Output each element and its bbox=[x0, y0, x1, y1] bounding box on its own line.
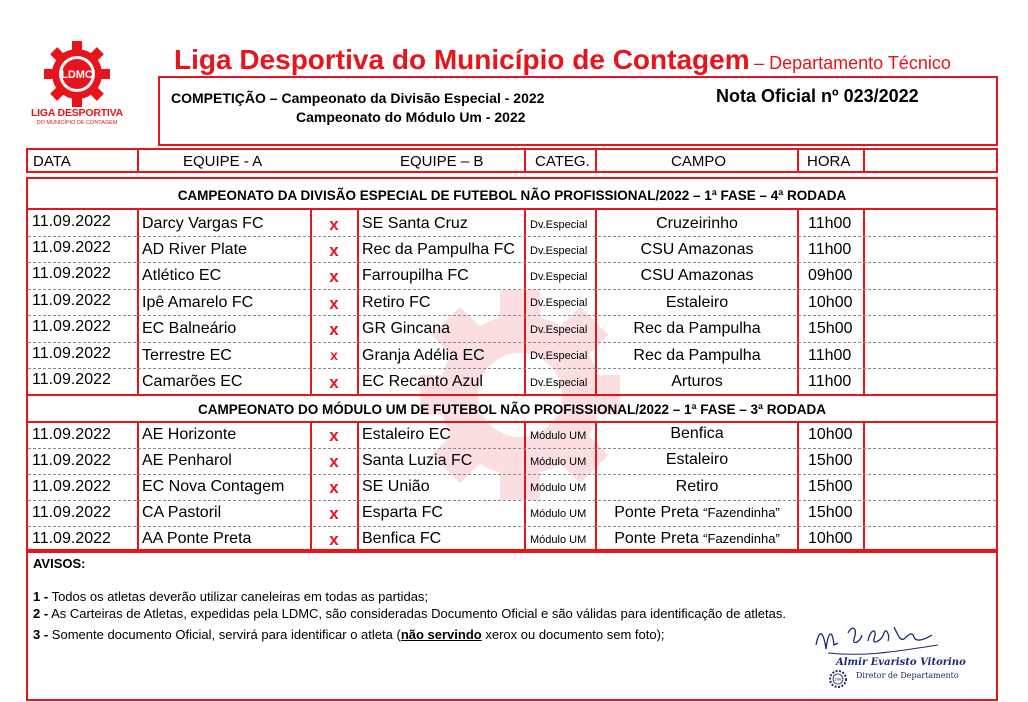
row-team-a: Darcy Vargas FC bbox=[142, 215, 264, 232]
row-date: 11.09.2022 bbox=[32, 478, 111, 495]
versus-mark: x bbox=[329, 478, 339, 497]
row-categ: Módulo UM bbox=[530, 482, 587, 494]
row-date: 11.09.2022 bbox=[32, 530, 111, 547]
row-hora: 11h00 bbox=[808, 215, 852, 232]
row-categ: Módulo UM bbox=[530, 430, 587, 442]
row-date: 11.09.2022 bbox=[32, 239, 111, 256]
logo-badge: LDMC bbox=[61, 69, 93, 81]
row-campo: CSU Amazonas bbox=[640, 267, 754, 284]
row-team-a: CA Pastoril bbox=[142, 504, 222, 521]
row-campo: Ponte Preta “Fazendinha” bbox=[614, 504, 780, 521]
row-team-a: AE Horizonte bbox=[142, 426, 237, 443]
gear-logo-icon bbox=[22, 40, 132, 108]
row-team-a: Ipê Amarelo FC bbox=[142, 294, 254, 311]
row-team-a: AD River Plate bbox=[142, 241, 247, 258]
row-hora: 11h00 bbox=[808, 347, 852, 364]
column-header bbox=[26, 148, 998, 173]
row-team-b: SE Santa Cruz bbox=[362, 215, 468, 232]
row-date: 11.09.2022 bbox=[32, 426, 111, 443]
avisos-title: AVISOS: bbox=[33, 556, 86, 571]
row-date: 11.09.2022 bbox=[32, 265, 111, 282]
row-team-a: Camarões EC bbox=[142, 373, 243, 390]
row-categ: Dv.Especial bbox=[530, 245, 588, 257]
row-team-a: AE Penharol bbox=[142, 452, 232, 469]
section-title-divisao-especial: CAMPEONATO DA DIVISÃO ESPECIAL DE FUTEBOL NÃO PROFISSIONAL/2022 – 1ª FASE – 4ª RODADA bbox=[177, 188, 847, 203]
row-categ: Módulo UM bbox=[530, 534, 587, 546]
row-categ: Dv.Especial bbox=[530, 297, 588, 309]
row-team-b: EC Recanto Azul bbox=[362, 373, 483, 390]
row-categ: Dv.Especial bbox=[530, 377, 588, 389]
versus-mark: x bbox=[329, 215, 339, 234]
versus-mark: x bbox=[329, 320, 339, 339]
title-sub: – Departamento Técnico bbox=[754, 53, 951, 73]
row-hora: 10h00 bbox=[808, 426, 853, 443]
section-title-modulo-um: CAMPEONATO DO MÓDULO UM DE FUTEBOL NÃO PROFISSIONAL/2022 – 1ª FASE – 3ª RODADA bbox=[197, 402, 827, 417]
row-date: 11.09.2022 bbox=[32, 213, 111, 230]
row-categ: Módulo UM bbox=[530, 508, 587, 520]
row-team-a: EC Balneário bbox=[142, 320, 237, 337]
versus-mark: x bbox=[329, 426, 339, 445]
row-hora: 10h00 bbox=[808, 294, 853, 311]
svg-text:LDMC: LDMC bbox=[833, 677, 843, 682]
competition-line2: Campeonato do Módulo Um - 2022 bbox=[296, 109, 526, 125]
versus-mark: x bbox=[329, 373, 339, 392]
row-hora: 09h00 bbox=[808, 267, 853, 284]
row-categ: Dv.Especial bbox=[530, 350, 588, 362]
row-team-b: Granja Adélia EC bbox=[362, 347, 485, 364]
row-campo: Estaleiro bbox=[665, 294, 729, 311]
row-categ: Dv.Especial bbox=[530, 271, 588, 283]
logo-line2: DO MUNICÍPIO DE CONTAGEM bbox=[36, 120, 118, 126]
page-title bbox=[174, 44, 951, 76]
row-date: 11.09.2022 bbox=[32, 292, 111, 309]
col-categ: CATEG. bbox=[535, 153, 590, 170]
row-hora: 15h00 bbox=[808, 452, 853, 469]
row-team-a: AA Ponte Preta bbox=[142, 530, 252, 547]
small-logo-icon bbox=[830, 671, 846, 687]
signature-scribble bbox=[808, 605, 968, 697]
row-campo: Rec da Pampulha bbox=[633, 347, 761, 364]
row-campo: CSU Amazonas bbox=[640, 241, 754, 258]
versus-mark: x bbox=[329, 267, 339, 286]
row-hora: 15h00 bbox=[808, 478, 853, 495]
col-hora: HORA bbox=[807, 153, 851, 170]
col-campo: CAMPO bbox=[671, 153, 727, 170]
row-team-b: Santa Luzia FC bbox=[362, 452, 473, 469]
row-hora: 15h00 bbox=[808, 320, 853, 337]
row-categ: Dv.Especial bbox=[530, 219, 588, 231]
row-team-b: Retiro FC bbox=[362, 294, 431, 311]
row-team-b: Farroupilha FC bbox=[362, 267, 469, 284]
row-date: 11.09.2022 bbox=[32, 345, 111, 362]
row-campo: Ponte Preta “Fazendinha” bbox=[614, 530, 780, 547]
versus-mark: x bbox=[329, 530, 339, 549]
col-data: DATA bbox=[33, 153, 71, 170]
row-date: 11.09.2022 bbox=[32, 452, 111, 469]
versus-mark: x bbox=[329, 241, 339, 260]
aviso-item-2: 2 - As Carteiras de Atletas, expedidas pela LDMC, são consideradas Documento Oficial e são válidas para identificação de atletas. bbox=[33, 606, 786, 621]
row-team-b: Benfica FC bbox=[362, 530, 442, 547]
versus-mark: x bbox=[329, 504, 339, 523]
row-campo: Benfica bbox=[670, 425, 724, 442]
row-date: 11.09.2022 bbox=[32, 371, 111, 388]
row-team-a: Terrestre EC bbox=[142, 347, 232, 364]
versus-mark: x bbox=[329, 452, 339, 471]
col-team-a: EQUIPE - A bbox=[183, 153, 263, 170]
row-campo: Arturos bbox=[671, 373, 723, 390]
col-team-b: EQUIPE – B bbox=[400, 153, 484, 170]
row-team-b: Estaleiro EC bbox=[362, 426, 451, 443]
aviso-item-1: 1 - Todos os atletas deverão utilizar caneleiras em todas as partidas; bbox=[33, 589, 429, 604]
row-date: 11.09.2022 bbox=[32, 318, 111, 335]
row-team-b: Rec da Pampulha FC bbox=[362, 241, 515, 258]
row-campo: Rec da Pampulha bbox=[633, 320, 761, 337]
row-campo: Estaleiro bbox=[665, 451, 729, 468]
row-team-b: Esparta FC bbox=[362, 504, 443, 521]
row-date: 11.09.2022 bbox=[32, 504, 111, 521]
row-team-b: SE União bbox=[362, 478, 430, 495]
row-categ: Dv.Especial bbox=[530, 324, 588, 336]
row-hora: 15h00 bbox=[808, 504, 853, 521]
logo-line1: LIGA DESPORTIVA bbox=[30, 107, 124, 119]
row-hora: 11h00 bbox=[808, 373, 852, 390]
title-main: Liga Desportiva do Município de Contagem bbox=[174, 44, 750, 75]
versus-mark: x bbox=[329, 294, 339, 313]
row-team-b: GR Gincana bbox=[362, 320, 451, 337]
row-hora: 11h00 bbox=[808, 241, 852, 258]
competition-line1: COMPETIÇÃO – Campeonato da Divisão Especial - 2022 bbox=[171, 90, 545, 106]
row-hora: 10h00 bbox=[808, 530, 853, 547]
row-campo: Cruzeirinho bbox=[656, 215, 738, 232]
row-categ: Módulo UM bbox=[530, 456, 587, 468]
signature-role: Diretor de Departamento bbox=[856, 671, 959, 680]
row-campo: Retiro bbox=[675, 478, 719, 495]
row-team-a: EC Nova Contagem bbox=[142, 478, 285, 495]
versus-mark: x bbox=[330, 347, 338, 363]
row-team-a: Atlético EC bbox=[142, 267, 222, 284]
nota-oficial: Nota Oficial nº 023/2022 bbox=[716, 86, 919, 106]
signature-name: Almir Evaristo Vitorino bbox=[836, 657, 966, 668]
aviso-item-3: 3 - Somente documento Oficial, servirá para identificar o atleta (não servindo xerox ou documento sem foto); bbox=[33, 627, 665, 642]
fixtures-table bbox=[26, 177, 998, 551]
ldmc-logo bbox=[22, 40, 132, 130]
